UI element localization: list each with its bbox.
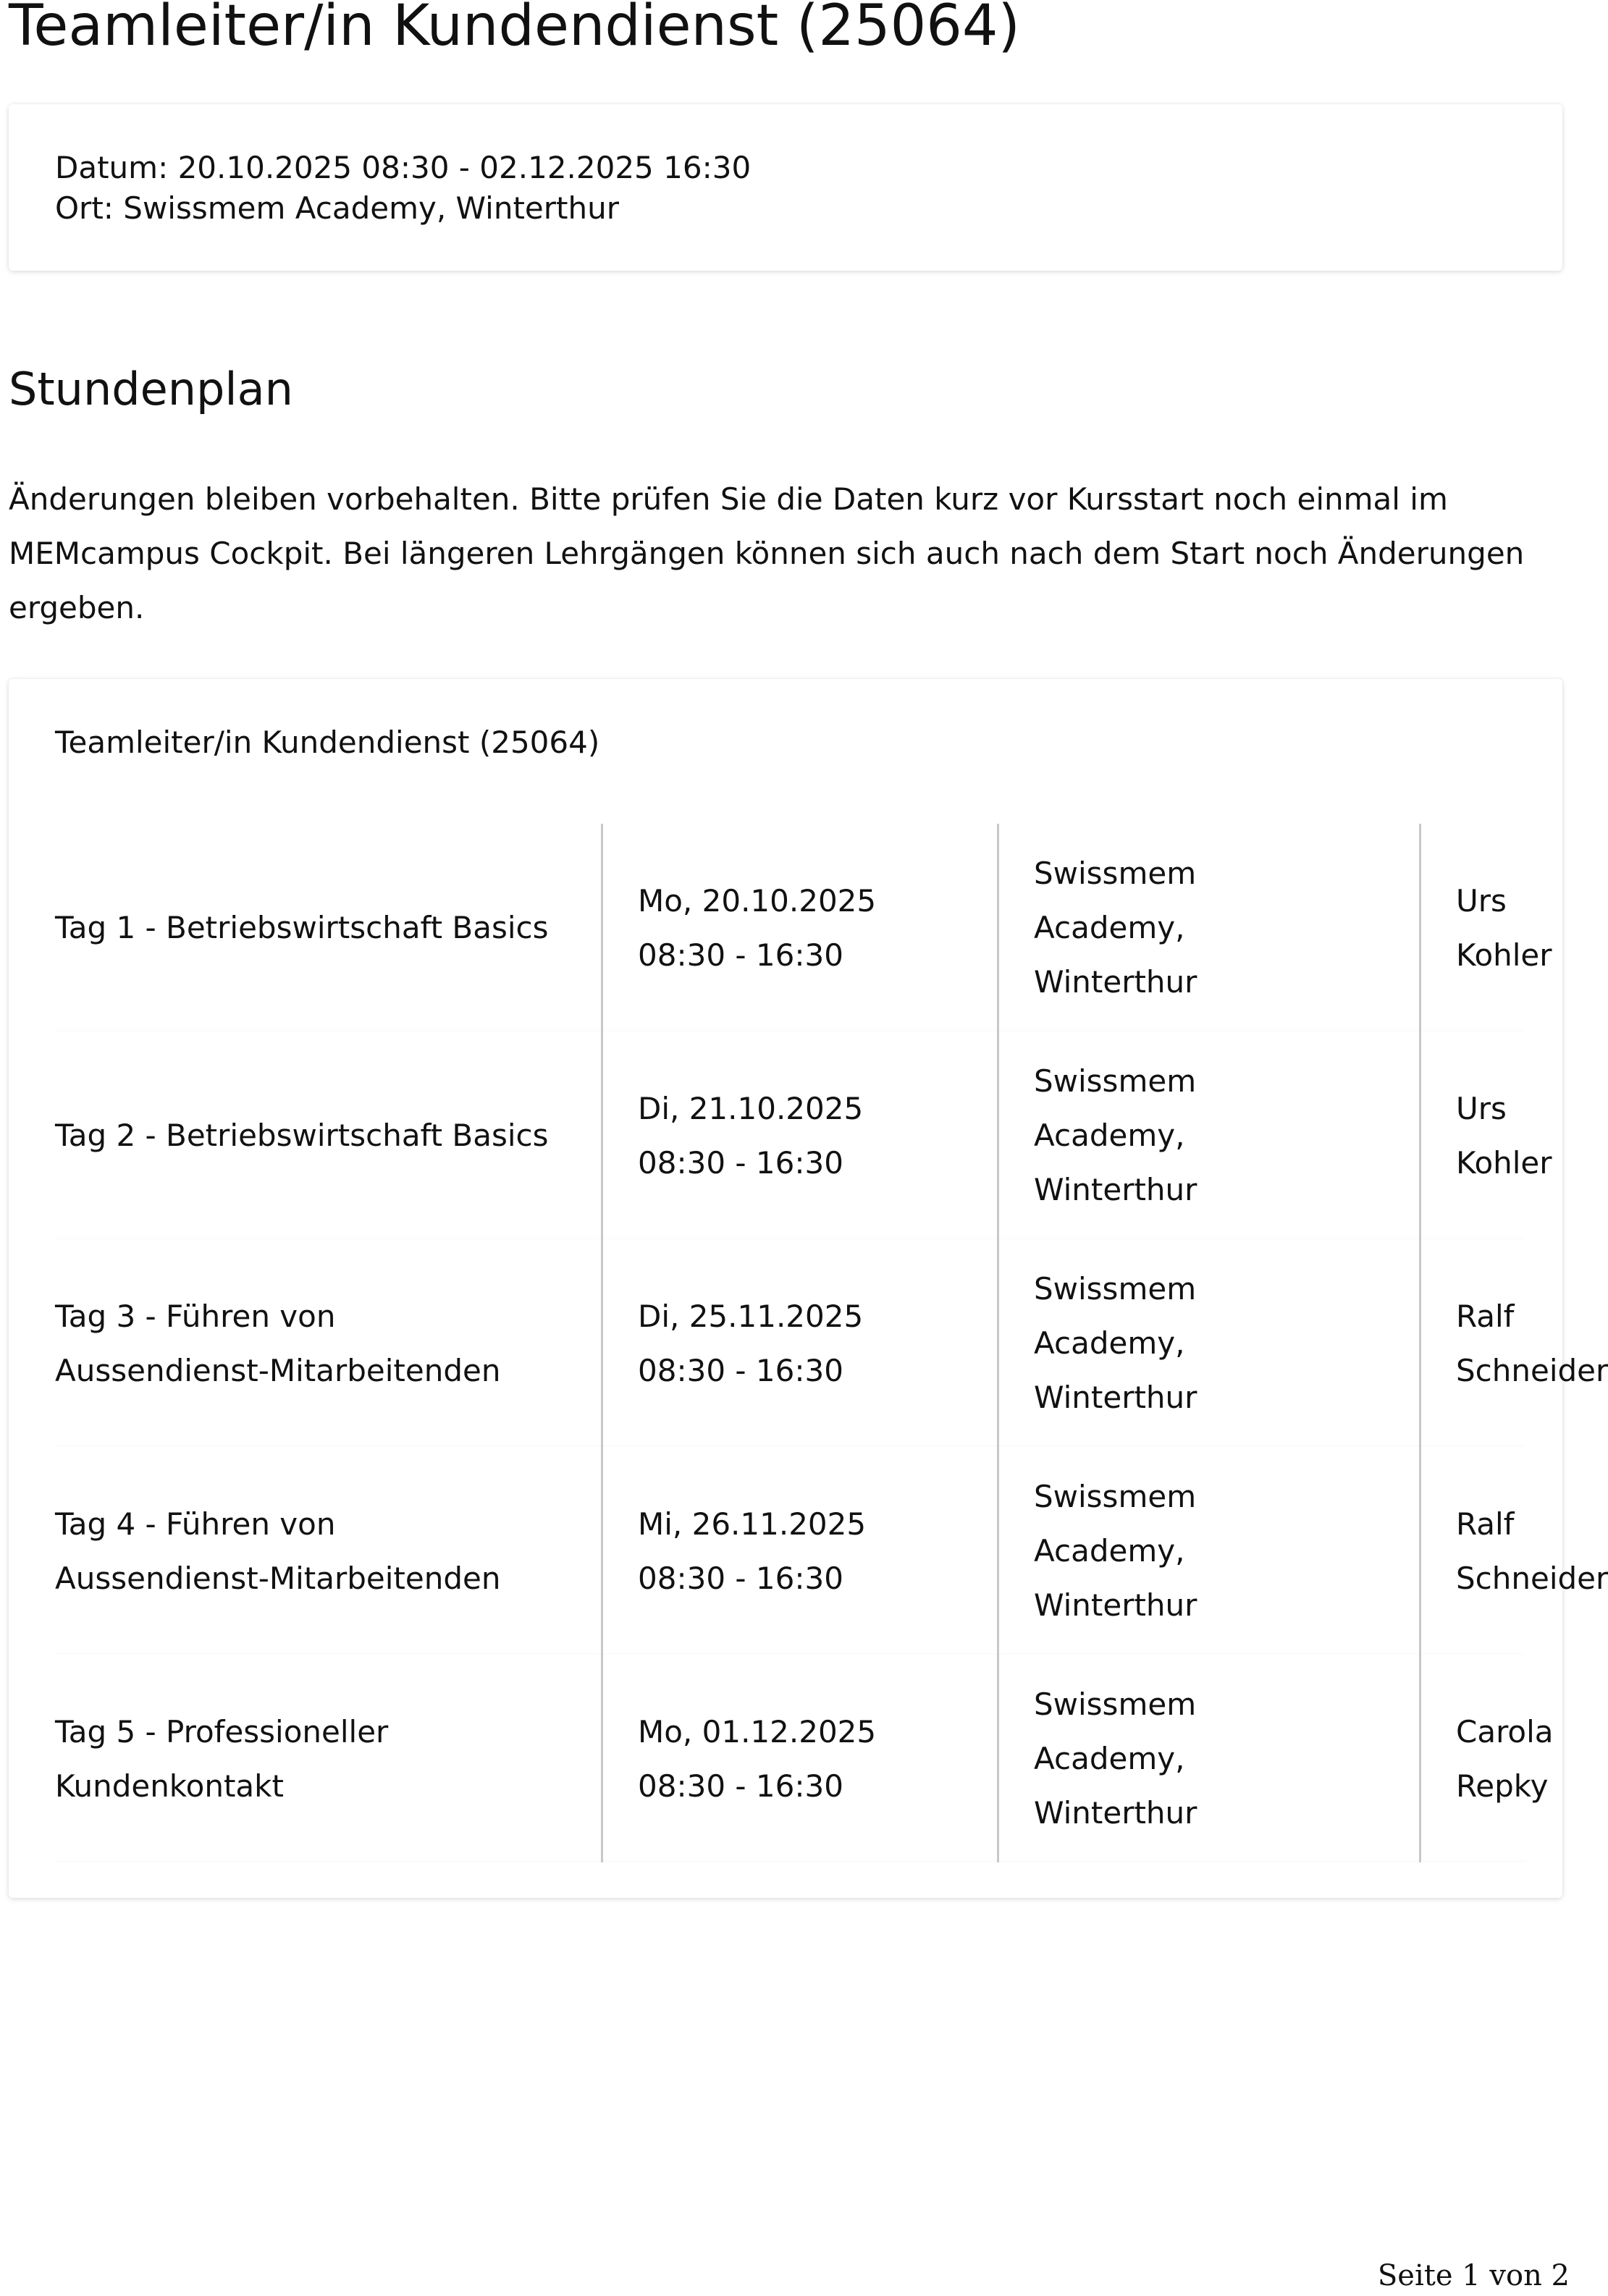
session-trainer-line: Kohler <box>1456 1144 1552 1181</box>
session-location-line: Academy, <box>1034 910 1185 945</box>
session-trainer-line: Repky <box>1456 1768 1549 1804</box>
session-time: 08:30 - 16:30 <box>638 1144 843 1181</box>
session-datetime <box>602 824 998 1031</box>
session-location-line: Academy, <box>1034 1533 1185 1569</box>
session-title-line: Kundenkontakt <box>55 1768 284 1804</box>
session-location-line: Academy, <box>1034 1118 1185 1153</box>
page-number: Seite 1 von 2 <box>1377 2259 1570 2292</box>
session-trainer <box>1420 824 1552 1031</box>
session-title <box>55 1447 602 1655</box>
session-trainer-line: Schneider <box>1456 1352 1608 1388</box>
session-date: Di, 25.11.2025 <box>638 1298 864 1334</box>
session-trainer-line: Ralf <box>1456 1298 1515 1334</box>
schedule-title: Teamleiter/in Kundendienst (25064) <box>55 725 600 760</box>
session-title-line: Aussendienst-Mitarbeitenden <box>55 1352 501 1388</box>
session-location-line: Swissmem <box>1034 1479 1197 1514</box>
session-date: Mo, 20.10.2025 <box>638 882 877 919</box>
session-location-line: Academy, <box>1034 1741 1185 1776</box>
schedule-card <box>9 679 1608 1898</box>
session-title-line: Aussendienst-Mitarbeitenden <box>55 1560 501 1596</box>
session-location-line: Winterthur <box>1034 964 1197 1000</box>
session-location-line: Winterthur <box>1034 1380 1197 1415</box>
session-title <box>55 1031 602 1239</box>
session-trainer-line: Carola <box>1456 1713 1554 1750</box>
course-info-card <box>9 104 1562 271</box>
session-location <box>998 1031 1420 1239</box>
session-location-line: Swissmem <box>1034 1687 1197 1722</box>
session-date: Mo, 01.12.2025 <box>638 1713 877 1750</box>
section-title: Stundenplan <box>9 363 293 415</box>
session-location-line: Winterthur <box>1034 1587 1197 1623</box>
session-title-line: Tag 5 - Professioneller <box>55 1713 389 1750</box>
session-title <box>55 1655 602 1862</box>
session-trainer <box>1420 1239 1608 1447</box>
session-trainer <box>1420 1447 1608 1655</box>
session-trainer-line: Urs <box>1456 882 1507 919</box>
session-time: 08:30 - 16:30 <box>638 1352 843 1388</box>
session-date: Di, 21.10.2025 <box>638 1090 864 1126</box>
session-location-line: Swissmem <box>1034 1271 1197 1307</box>
session-trainer-line: Ralf <box>1456 1506 1515 1542</box>
session-date: Mi, 26.11.2025 <box>638 1506 867 1542</box>
session-trainer-line: Urs <box>1456 1090 1507 1126</box>
session-location-line: Swissmem <box>1034 1063 1197 1099</box>
session-datetime <box>602 1031 998 1239</box>
table-row <box>55 1447 1525 1655</box>
schedule-table <box>55 824 1608 1862</box>
session-title-line: Tag 3 - Führen von <box>55 1298 336 1334</box>
session-datetime <box>602 1447 998 1655</box>
course-date: Datum: 20.10.2025 08:30 - 02.12.2025 16:30 <box>55 150 752 185</box>
session-location <box>998 1239 1420 1447</box>
schedule-notice: Änderungen bleiben vorbehalten. Bitte prüfen Sie die Daten kurz vor Kursstart noch einmal im MEMcampus Cockpit. Bei längeren Lehrgängen können sich auch nach dem Start noch Änderungen ergeben. <box>9 481 1525 625</box>
session-trainer <box>1420 1655 1554 1862</box>
session-title-line: Tag 4 - Führen von <box>55 1506 336 1542</box>
session-title <box>55 824 602 1031</box>
session-trainer <box>1420 1031 1552 1239</box>
table-row <box>55 824 1525 1031</box>
session-location <box>998 1655 1420 1862</box>
session-title <box>55 1239 602 1447</box>
table-row <box>55 1031 1525 1239</box>
session-location-line: Winterthur <box>1034 1795 1197 1831</box>
session-time: 08:30 - 16:30 <box>638 1768 843 1804</box>
session-trainer-line: Schneider <box>1456 1560 1608 1596</box>
session-time: 08:30 - 16:30 <box>638 937 843 973</box>
session-datetime <box>602 1239 998 1447</box>
session-location <box>998 824 1420 1031</box>
session-title-line: Tag 2 - Betriebswirtschaft Basics <box>55 1118 549 1153</box>
session-location-line: Academy, <box>1034 1325 1185 1361</box>
session-title-line: Tag 1 - Betriebswirtschaft Basics <box>55 910 549 945</box>
session-trainer-line: Kohler <box>1456 937 1552 973</box>
course-location: Ort: Swissmem Academy, Winterthur <box>55 190 619 226</box>
session-location <box>998 1447 1420 1655</box>
session-datetime <box>602 1655 998 1862</box>
session-location-line: Swissmem <box>1034 856 1197 891</box>
table-row <box>55 1655 1525 1862</box>
session-time: 08:30 - 16:30 <box>638 1560 843 1596</box>
page-title: Teamleiter/in Kundendienst (25064) <box>9 0 1020 59</box>
session-location-line: Winterthur <box>1034 1172 1197 1207</box>
table-row <box>55 1239 1525 1447</box>
